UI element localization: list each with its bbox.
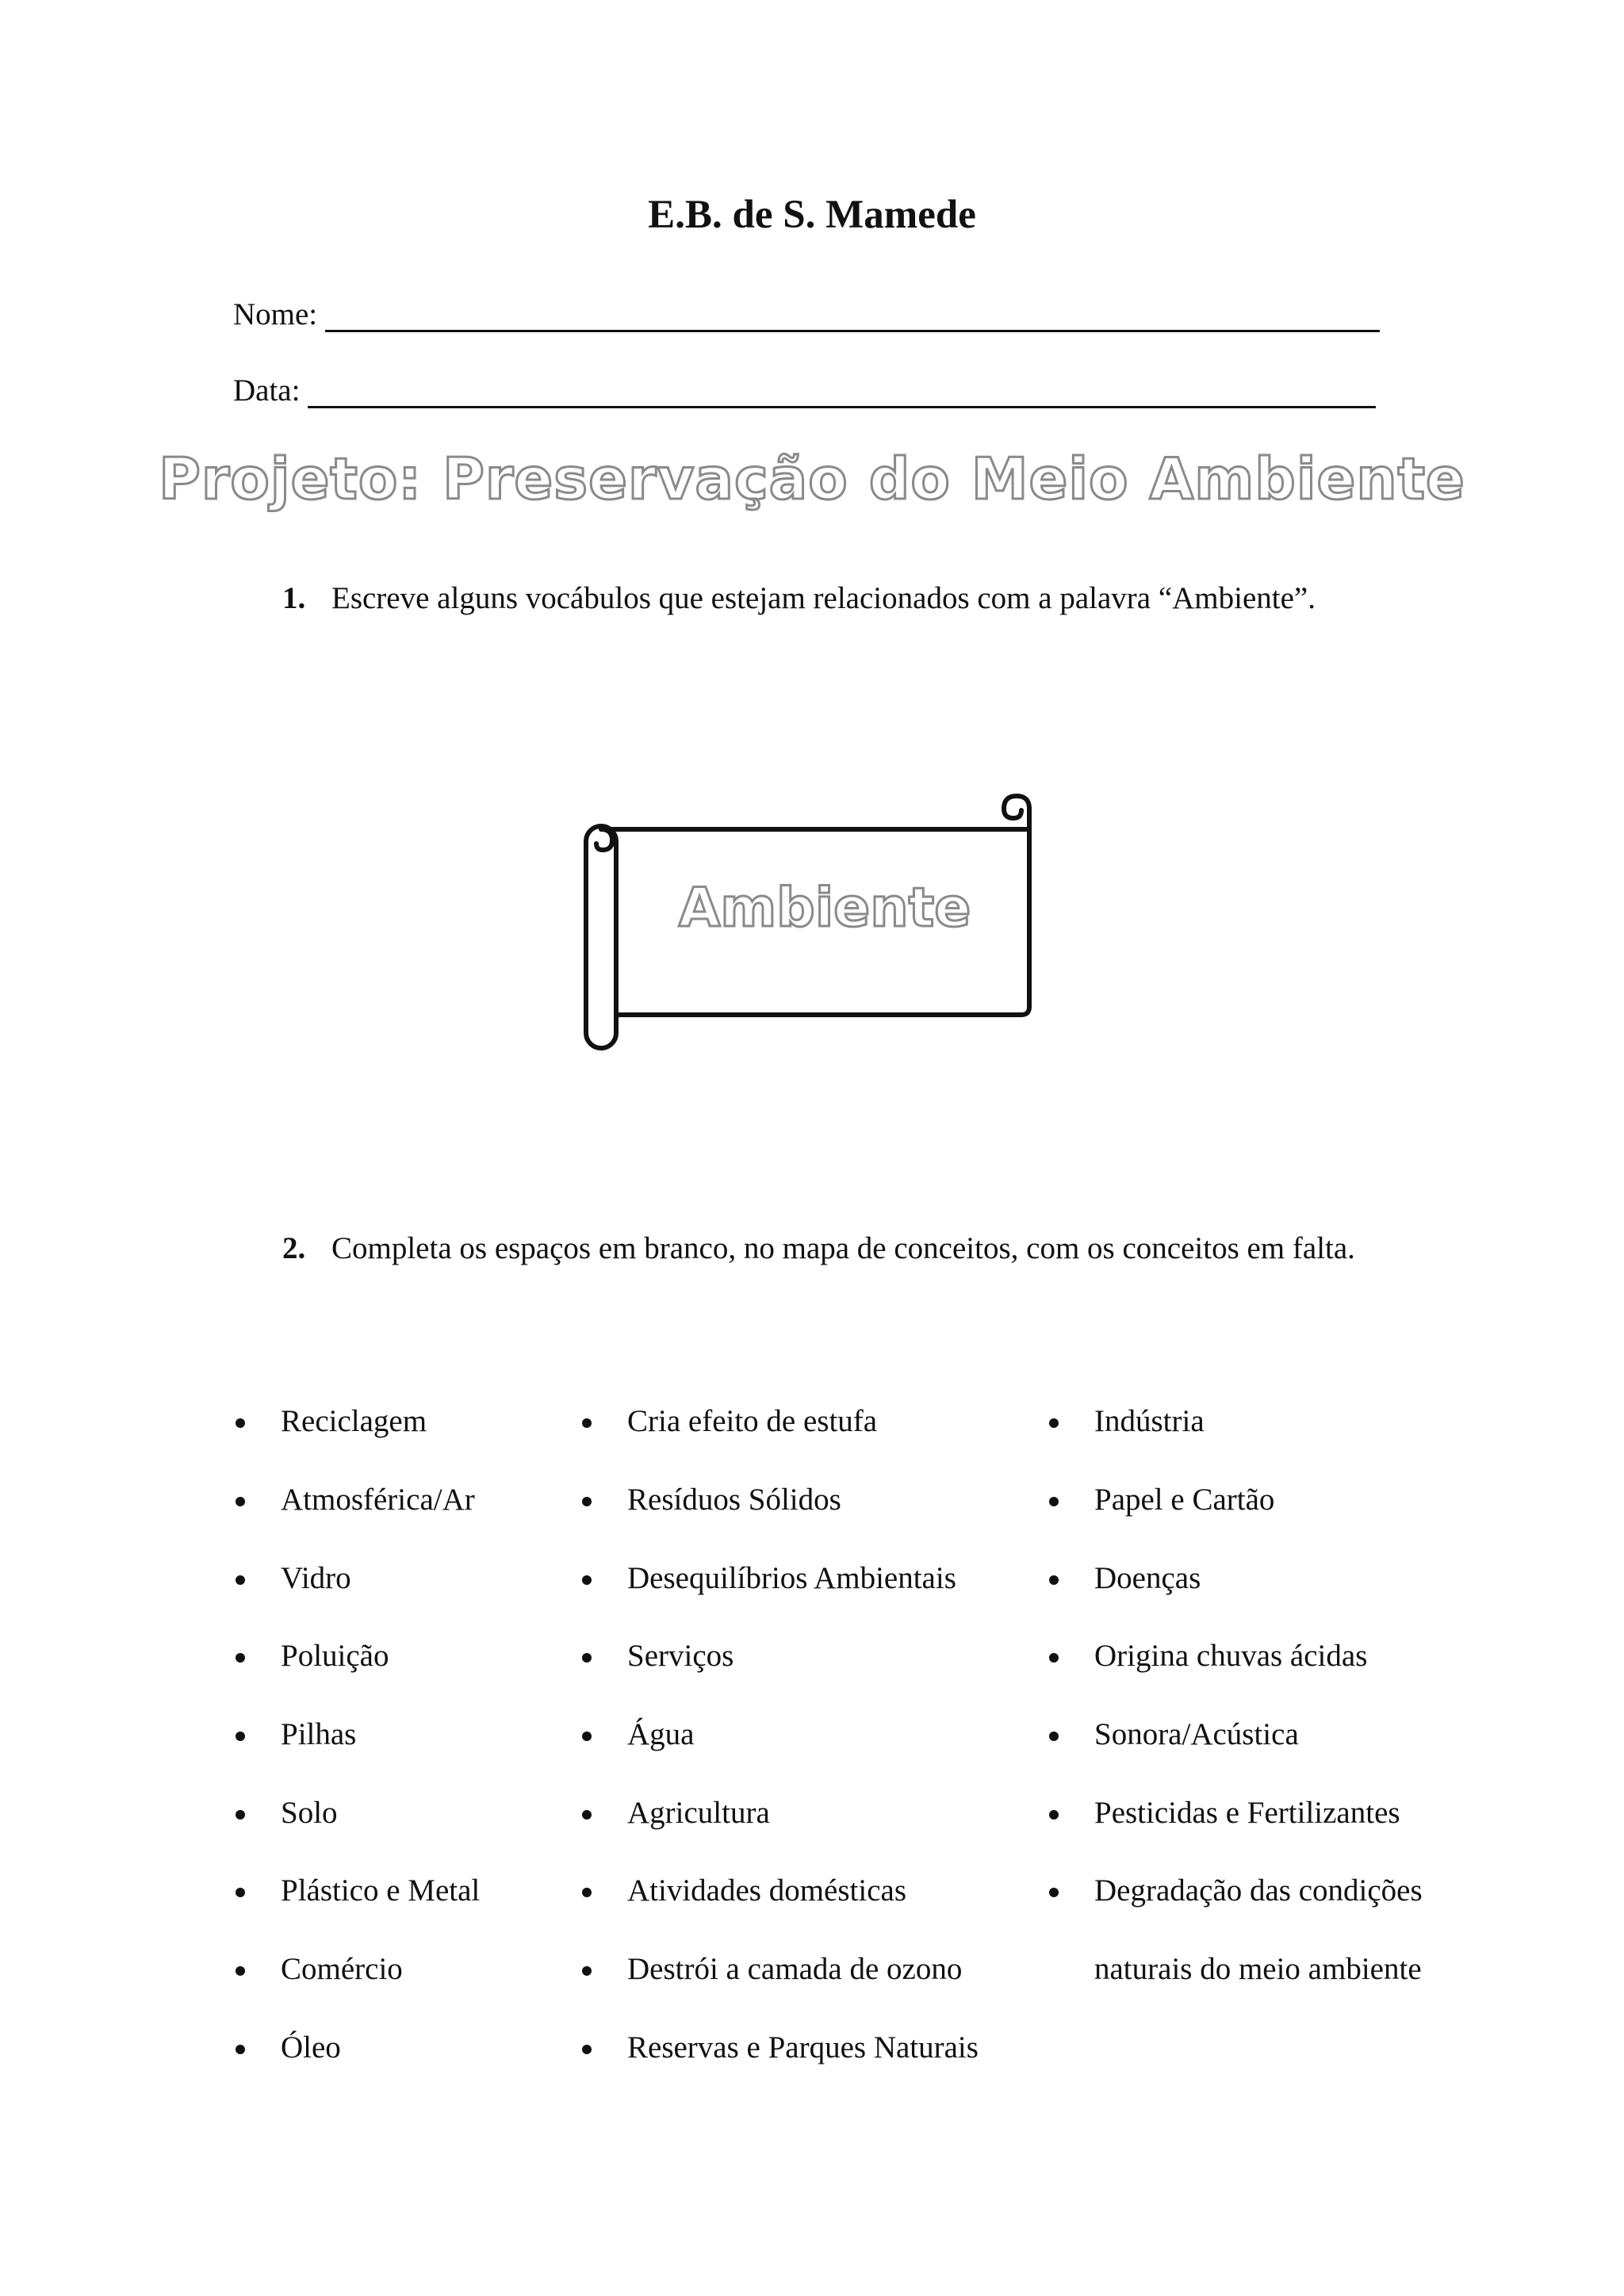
date-blank-line[interactable] xyxy=(308,374,1376,408)
project-title: Projeto: Preservação do Meio Ambiente xyxy=(159,446,1465,512)
scroll-banner xyxy=(579,791,1055,1053)
list-item-label: Comércio xyxy=(281,1952,403,1986)
list-item xyxy=(1094,1873,1423,1912)
list-item xyxy=(627,2030,979,2069)
scroll-left-curl xyxy=(596,829,612,850)
list-item xyxy=(627,1795,770,1835)
name-label: Nome: xyxy=(233,297,318,331)
list-item xyxy=(281,1716,356,1756)
list-item xyxy=(281,1638,389,1678)
list-item-label: Solo xyxy=(281,1796,338,1830)
bullet-icon xyxy=(582,1575,592,1585)
list-item xyxy=(1094,1482,1274,1521)
list-item-label: Resíduos Sólidos xyxy=(627,1483,841,1517)
bullet-icon xyxy=(582,1888,592,1897)
bullet-icon xyxy=(236,1653,245,1663)
list-item-label: Indústria xyxy=(1094,1404,1205,1438)
list-item xyxy=(627,1638,733,1678)
list-item-label: Água xyxy=(627,1717,695,1751)
bullet-icon xyxy=(1049,1418,1059,1428)
bullet-icon xyxy=(236,1732,245,1741)
scroll-left-roll xyxy=(586,826,616,1048)
bullet-icon xyxy=(1049,1810,1059,1820)
list-item xyxy=(627,1716,694,1756)
list-item xyxy=(281,1403,427,1443)
list-item-label: Cria efeito de estufa xyxy=(627,1404,878,1438)
question-2-number: 2. xyxy=(282,1231,306,1265)
bullet-icon xyxy=(1049,1732,1059,1741)
scroll-top-roll xyxy=(1004,796,1029,829)
name-blank-line[interactable] xyxy=(325,298,1380,332)
date-label: Data: xyxy=(233,373,301,408)
list-item-label: Desequilíbrios Ambientais xyxy=(627,1561,956,1595)
list-item-label: Poluição xyxy=(281,1639,389,1673)
question-1-text: Escreve alguns vocábulos que estejam relacionados com a palavra “Ambiente”. xyxy=(331,581,1316,615)
bullet-icon xyxy=(1049,1575,1059,1585)
bullet-icon xyxy=(1049,1497,1059,1506)
list-item xyxy=(627,1403,877,1443)
list-item xyxy=(1094,1795,1400,1835)
list-item-label: Agricultura xyxy=(627,1796,770,1830)
list-item-label: Degradação das condições xyxy=(1094,1873,1423,1908)
list-item xyxy=(281,1482,475,1521)
bullet-icon xyxy=(582,1966,592,1976)
list-item-continuation xyxy=(1094,1951,1422,1991)
list-item xyxy=(1094,1716,1299,1756)
name-field xyxy=(233,297,1380,332)
list-item-label: Serviços xyxy=(627,1639,734,1673)
bullet-icon xyxy=(582,1497,592,1506)
question-2 xyxy=(282,1226,1361,1270)
bullet-icon xyxy=(236,1575,245,1585)
list-item xyxy=(627,1482,841,1521)
bullet-icon xyxy=(1049,1888,1059,1897)
school-title: E.B. de S. Mamede xyxy=(648,193,976,237)
list-item-label: Atividades domésticas xyxy=(627,1873,907,1908)
bullet-icon xyxy=(582,1732,592,1741)
list-item xyxy=(281,2030,341,2069)
list-item-label: Reservas e Parques Naturais xyxy=(627,2030,979,2064)
bullet-icon xyxy=(236,1418,245,1428)
list-item xyxy=(1094,1560,1201,1600)
list-item xyxy=(281,1560,351,1600)
list-item xyxy=(281,1795,338,1835)
list-item-label: Óleo xyxy=(281,2030,341,2064)
list-item-label: Vidro xyxy=(281,1561,351,1595)
list-item xyxy=(281,1873,480,1912)
bullet-icon xyxy=(582,1653,592,1663)
list-item xyxy=(281,1951,403,1991)
bullet-icon xyxy=(236,1497,245,1506)
bullet-icon xyxy=(582,1418,592,1428)
list-item xyxy=(1094,1638,1367,1678)
list-item-label: Sonora/Acústica xyxy=(1094,1717,1299,1751)
bullet-icon xyxy=(582,2045,592,2054)
question-1 xyxy=(282,576,1392,620)
bullet-icon xyxy=(236,2045,245,2054)
list-item-label: Doenças xyxy=(1094,1561,1201,1595)
question-1-number: 1. xyxy=(282,581,306,615)
date-field xyxy=(233,373,1376,408)
list-item-label: Pesticidas e Fertilizantes xyxy=(1094,1796,1400,1830)
list-item-label: Atmosférica/Ar xyxy=(281,1483,475,1517)
bullet-icon xyxy=(236,1888,245,1897)
list-item-label: naturais do meio ambiente xyxy=(1094,1952,1422,1986)
list-item-label: Origina chuvas ácidas xyxy=(1094,1639,1368,1673)
bullet-icon xyxy=(1049,1653,1059,1663)
list-item-label: Pilhas xyxy=(281,1717,357,1751)
list-item xyxy=(627,1873,906,1912)
scroll-word: Ambiente xyxy=(678,877,971,939)
list-item xyxy=(627,1951,962,1991)
bullet-icon xyxy=(582,1810,592,1820)
list-item-label: Papel e Cartão xyxy=(1094,1483,1275,1517)
list-item-label: Destrói a camada de ozono xyxy=(627,1952,963,1986)
list-item-label: Plástico e Metal xyxy=(281,1873,481,1908)
list-item-label: Reciclagem xyxy=(281,1404,427,1438)
bullet-icon xyxy=(236,1810,245,1820)
list-item xyxy=(627,1560,956,1600)
question-2-text: Completa os espaços em branco, no mapa de conceitos, com os conceitos em falta. xyxy=(331,1231,1355,1265)
list-item xyxy=(1094,1403,1205,1443)
bullet-icon xyxy=(236,1966,245,1976)
